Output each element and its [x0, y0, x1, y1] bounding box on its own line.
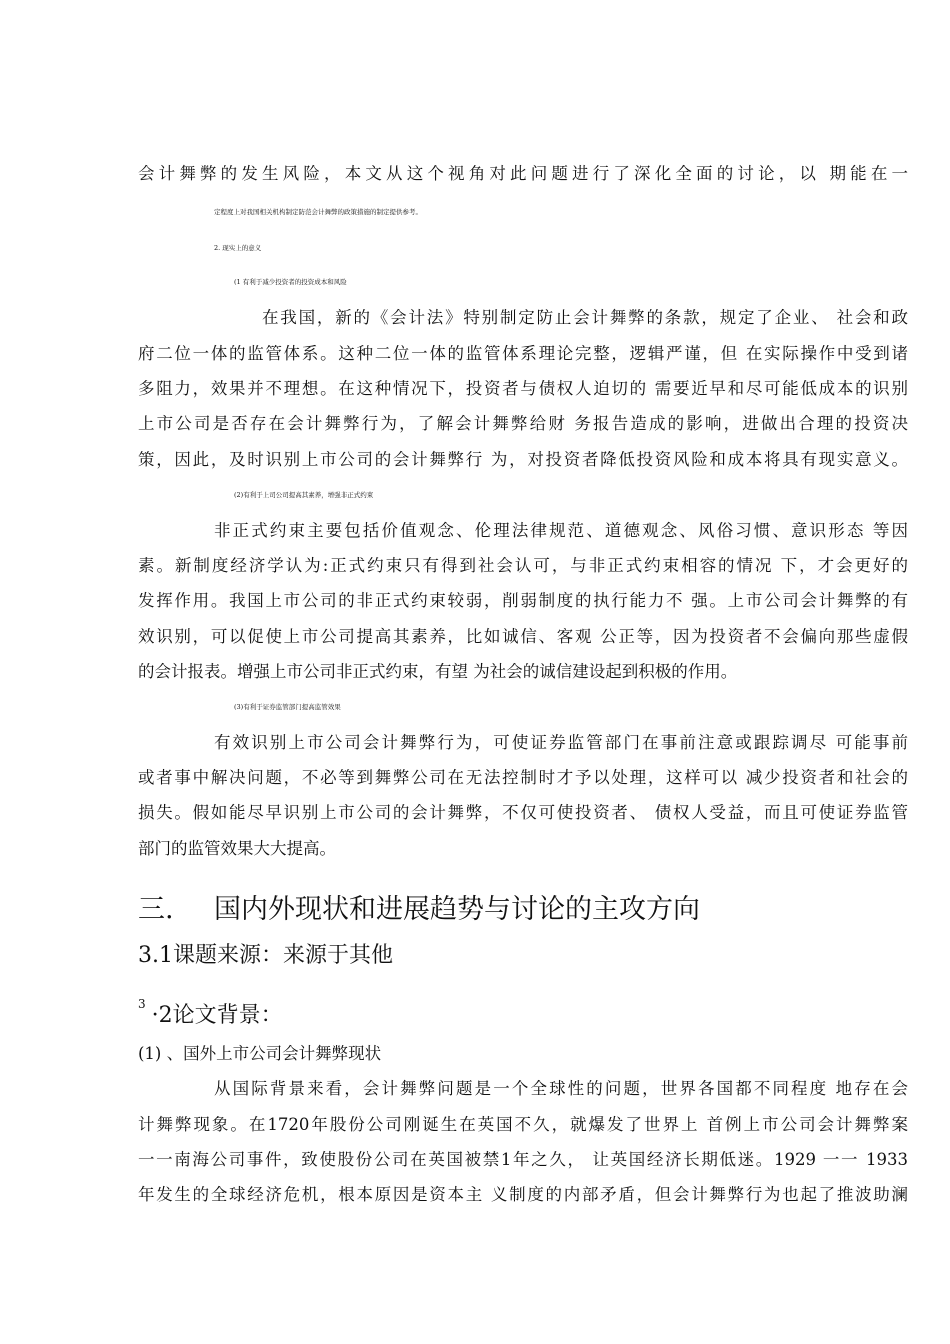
item-1-heading: (1) 、国外上市公司会计舞弊现状 [138, 1044, 382, 1063]
section-2-title: 2. 现实上的意义 [214, 244, 262, 252]
paragraph-2-line-4: 效识别，可以促使上市公司提高其素养，比如诚信、客观 公正等，因为投资者不会偏向那些虚假 [138, 627, 908, 646]
paragraph-3-line-2: 或者事中解决问题，不必等到舞弊公司在无法控制时才予以处理，这样可以 减少投资者和社会的 [138, 768, 908, 787]
section-3-number: 三. [138, 894, 174, 925]
section-3-title: 国内外现状和进展趋势与讨论的主攻方向 [214, 894, 700, 925]
paragraph-2-line-2: 素。新制度经济学认为:正式约束只有得到社会认可，与非正式约束相容的情况 下，才会更好的 [138, 556, 908, 575]
subheading-2: (2)有利于上司公司提高其素养，增强非正式约束 [234, 491, 374, 499]
paragraph-1-line-2: 府二位一体的监管体系。这种二位一体的监管体系理论完整，逻辑严谨，但 在实际操作中受到诸 [138, 344, 908, 363]
section-3-heading [138, 890, 700, 930]
subheading-3: (3)有利于证券监管部门提高监管效果 [234, 703, 341, 711]
paragraph-4-line-2: 计舞弊现象。在1720年股份公司刚诞生在英国不久，就爆发了世界上 首例上市公司会计舞弊案 [138, 1115, 908, 1134]
heading-3-1: 3.1课题来源：来源于其他 [138, 943, 393, 968]
paragraph-2-line-1: 非正式约束主要包括价值观念、伦理法律规范、道德观念、风俗习惯、意识形态 等因 [214, 521, 908, 540]
paragraph-3-line-4: 部门的监管效果大大提高。 [138, 839, 336, 858]
heading-3-2 [138, 984, 283, 1036]
paragraph-4-line-3: 一一南海公司事件，致使股份公司在英国被禁1年之久， 让英国经济长期低迷。1929 一一 1933 [138, 1150, 908, 1169]
paragraph-3-line-1: 有效识别上市公司会计舞弊行为，可使证券监管部门在事前注意或跟踪调尽 可能事前 [214, 733, 908, 752]
paragraph-4-line-1: 从国际背景来看，会计舞弊问题是一个全球性的问题，世界各国都不同程度 地存在会 [214, 1079, 908, 1098]
paragraph-2-line-5: 的会计报表。增强上市公司非正式约束，有望 为社会的诚信建设起到积极的作用。 [138, 662, 738, 681]
paragraph-1-line-1: 在我国，新的《会计法》特别制定防止会计舞弊的条款，规定了企业、 社会和政 [262, 308, 908, 327]
paragraph-4-line-4: 年发生的全球经济危机，根本原因是资本主 义制度的内部矛盾，但会计舞弊行为也起了推波助澜 [138, 1185, 908, 1204]
paragraph-1-line-4: 上市公司是否存在会计舞弊行为，了解会计舞弊给财 务报告造成的影响，进做出合理的投资决 [138, 414, 908, 433]
intro-line-1: 会计舞弊的发生风险，本文从这个视角对此问题进行了深化全面的讨论，以 期能在一 [138, 164, 908, 183]
intro-line-2: 定程度上对我国相关机构制定防范会计舞弊的政策措施的制定提供参考。 [214, 208, 422, 216]
heading-3-2-text: ·2论文背景： [151, 1003, 283, 1028]
paragraph-1-line-5: 策，因此，及时识别上市公司的会计舞弊行 为，对投资者降低投资风险和成本将具有现实意义。 [138, 450, 908, 469]
paragraph-2-line-3: 发挥作用。我国上市公司的非正式约束较弱，削弱制度的执行能力不 强。上市公司会计舞弊的有 [138, 591, 908, 610]
subheading-1: (1 有利于减少投资者的投资成本和风险 [234, 278, 347, 286]
paragraph-3-line-3: 损失。假如能尽早识别上市公司的会计舞弊，不仅可使投资者、 债权人受益，而且可使证券监管 [138, 803, 908, 822]
heading-3-2-superscript: 3 [138, 997, 146, 1011]
paragraph-1-line-3: 多阻力，效果并不理想。在这种情况下，投资者与债权人迫切的 需要近早和尽可能低成本的识别 [138, 379, 908, 398]
